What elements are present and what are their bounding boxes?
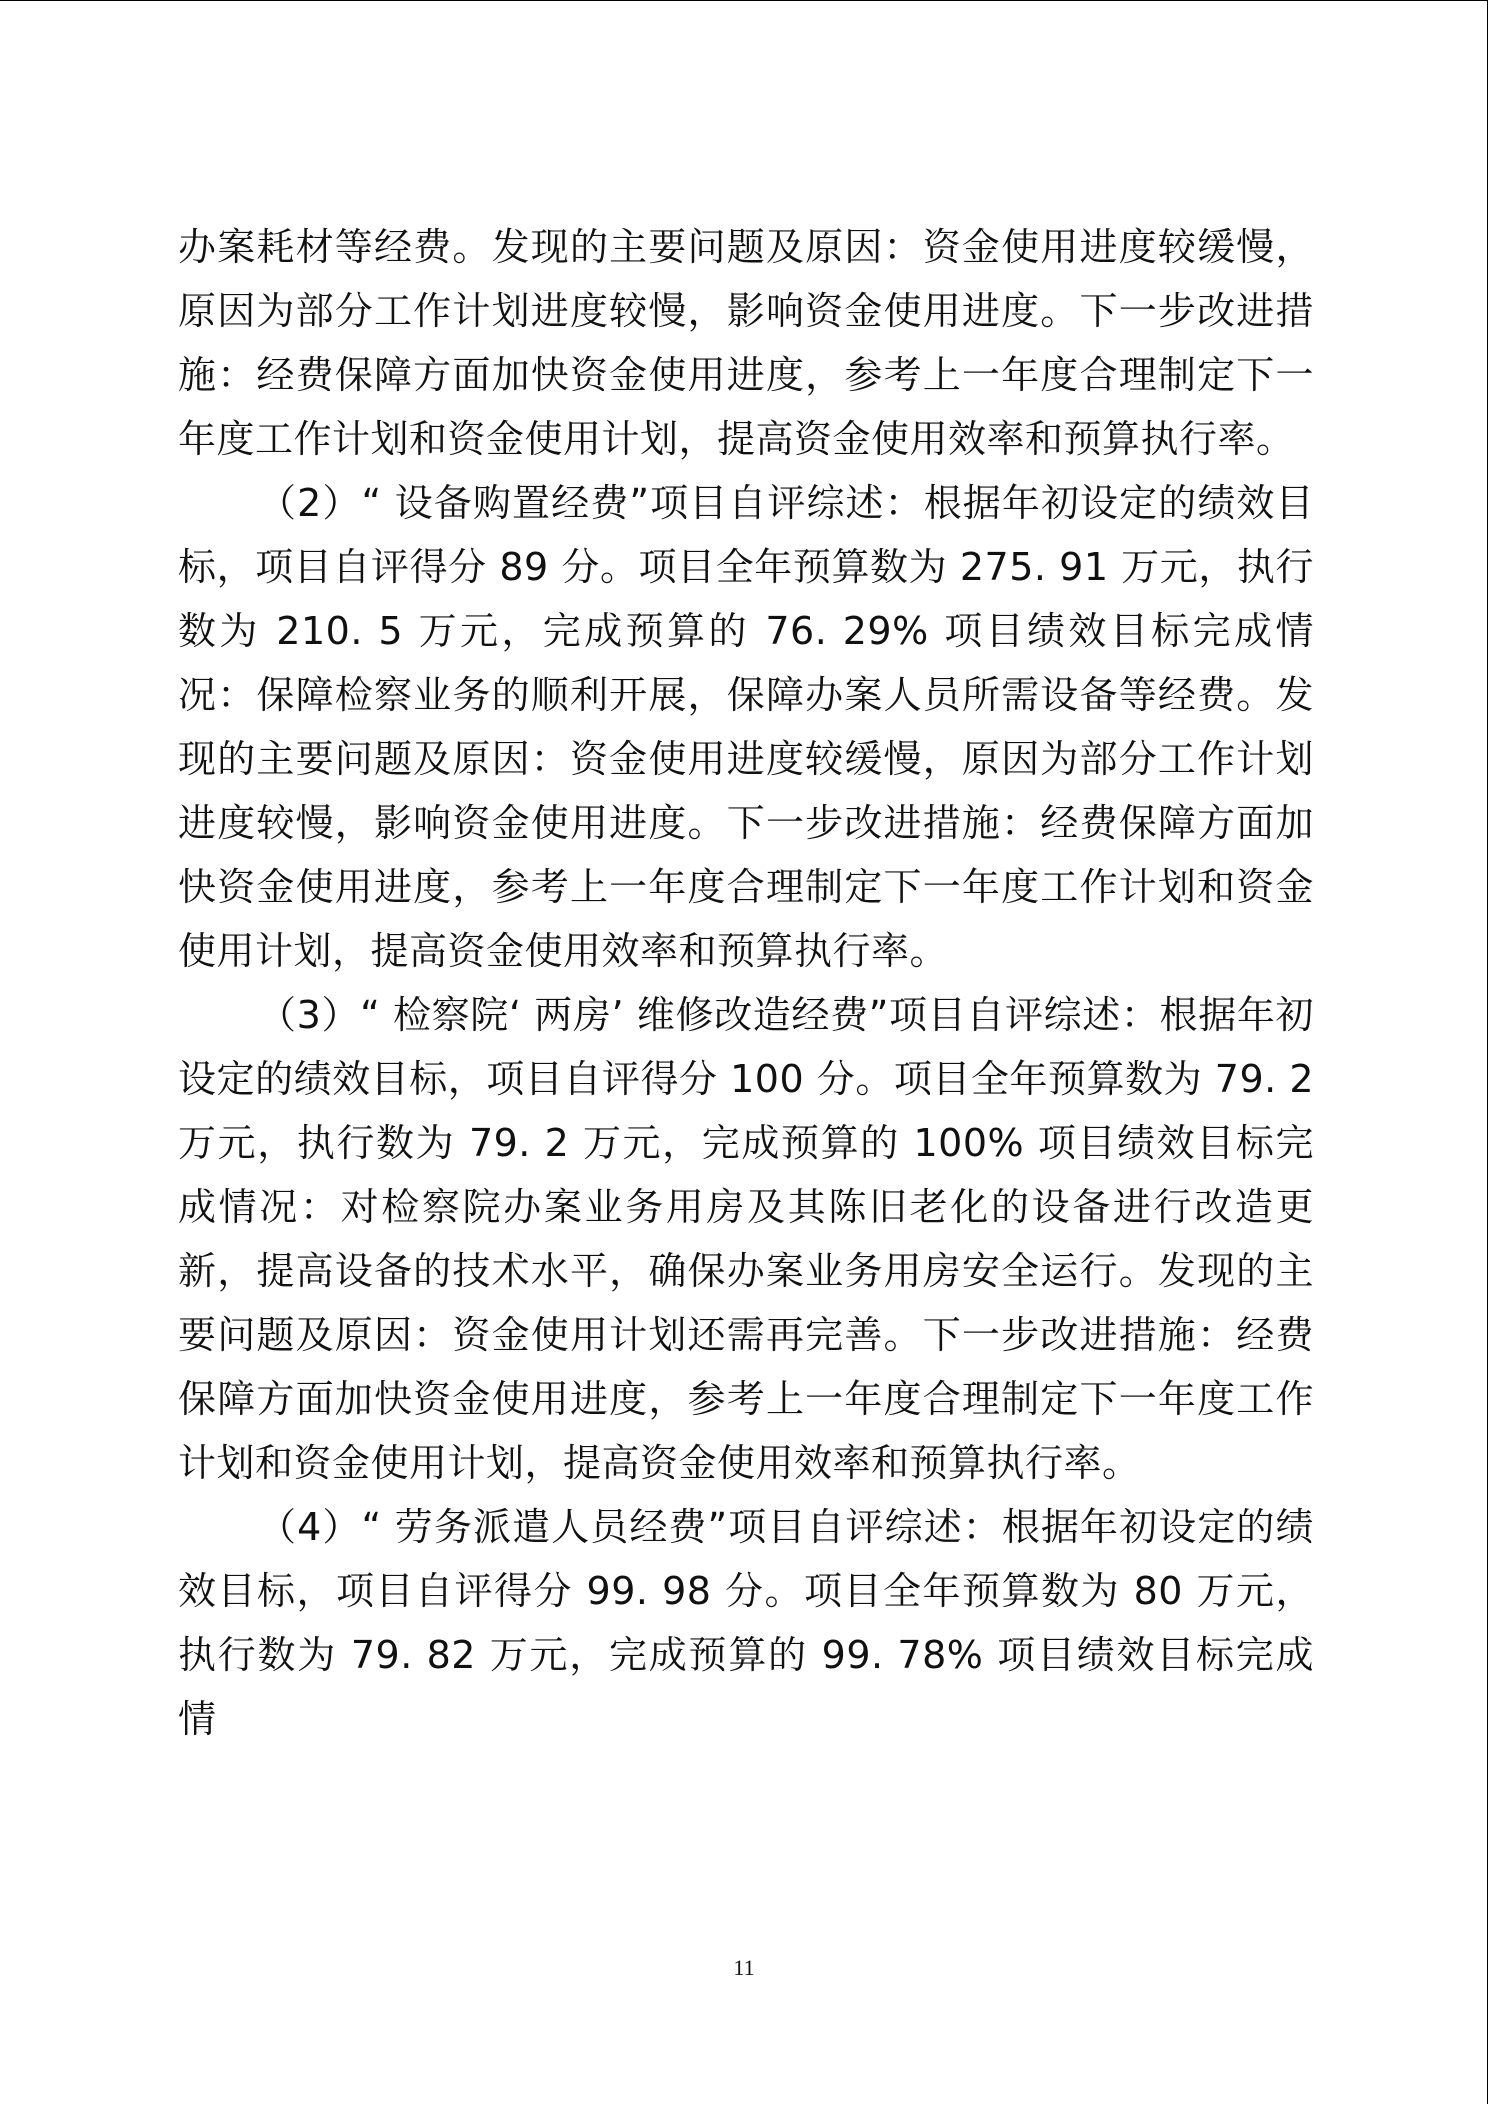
- page-number: 11: [733, 1955, 755, 1980]
- paragraph-continuation: 办案耗材等经费。发现的主要问题及原因：资金使用进度较缓慢，原因为部分工作计划进度较慢，影响资金使用进度。下一步改进措施：经费保障方面加快资金使用进度，参考上一年度合理制定下一年度工作计划和资金使用计划，提高资金使用效率和预算执行率。: [178, 225, 1314, 461]
- paragraph-item-3: （3）“ 检察院‘ 两房’ 维修改造经费”项目自评综述：根据年初设定的绩效目标，项目自评得分 100 分。项目全年预算数为 79. 2 万元，执行数为 79. 2 万元，完成预算的 100% 项目绩效目标完成情况：对检察院办案业务用房及其陈旧老化的设备进行改造更新，提高设备的技术水平，确保办案业务用房安全运行。发现的主要问题及原因：资金使用计划还需再完善。下一步改进措施：经费保障方面加快资金使用进度，参考上一年度合理制定下一年度工作计划和资金使用计划，提高资金使用效率和预算执行率。: [178, 993, 1314, 1485]
- paragraph-item-2: （2）“ 设备购置经费”项目自评综述：根据年初设定的绩效目标，项目自评得分 89 分。项目全年预算数为 275. 91 万元，执行数为 210. 5 万元，完成预算的 76. 29% 项目绩效目标完成情况：保障检察业务的顺利开展，保障办案人员所需设备等经费。发现的主要问题及原因：资金使用进度较缓慢，原因为部分工作计划进度较慢，影响资金使用进度。下一步改进措施：经费保障方面加快资金使用进度，参考上一年度合理制定下一年度工作计划和资金使用计划，提高资金使用效率和预算执行率。: [178, 481, 1314, 973]
- paragraph-item-4: （4）“ 劳务派遣人员经费”项目自评综述：根据年初设定的绩效目标，项目自评得分 99. 98 分。项目全年预算数为 80 万元，执行数为 79. 82 万元，完成预算的 99. 78% 项目绩效目标完成情: [178, 1505, 1314, 1741]
- document-body: [178, 215, 1314, 1751]
